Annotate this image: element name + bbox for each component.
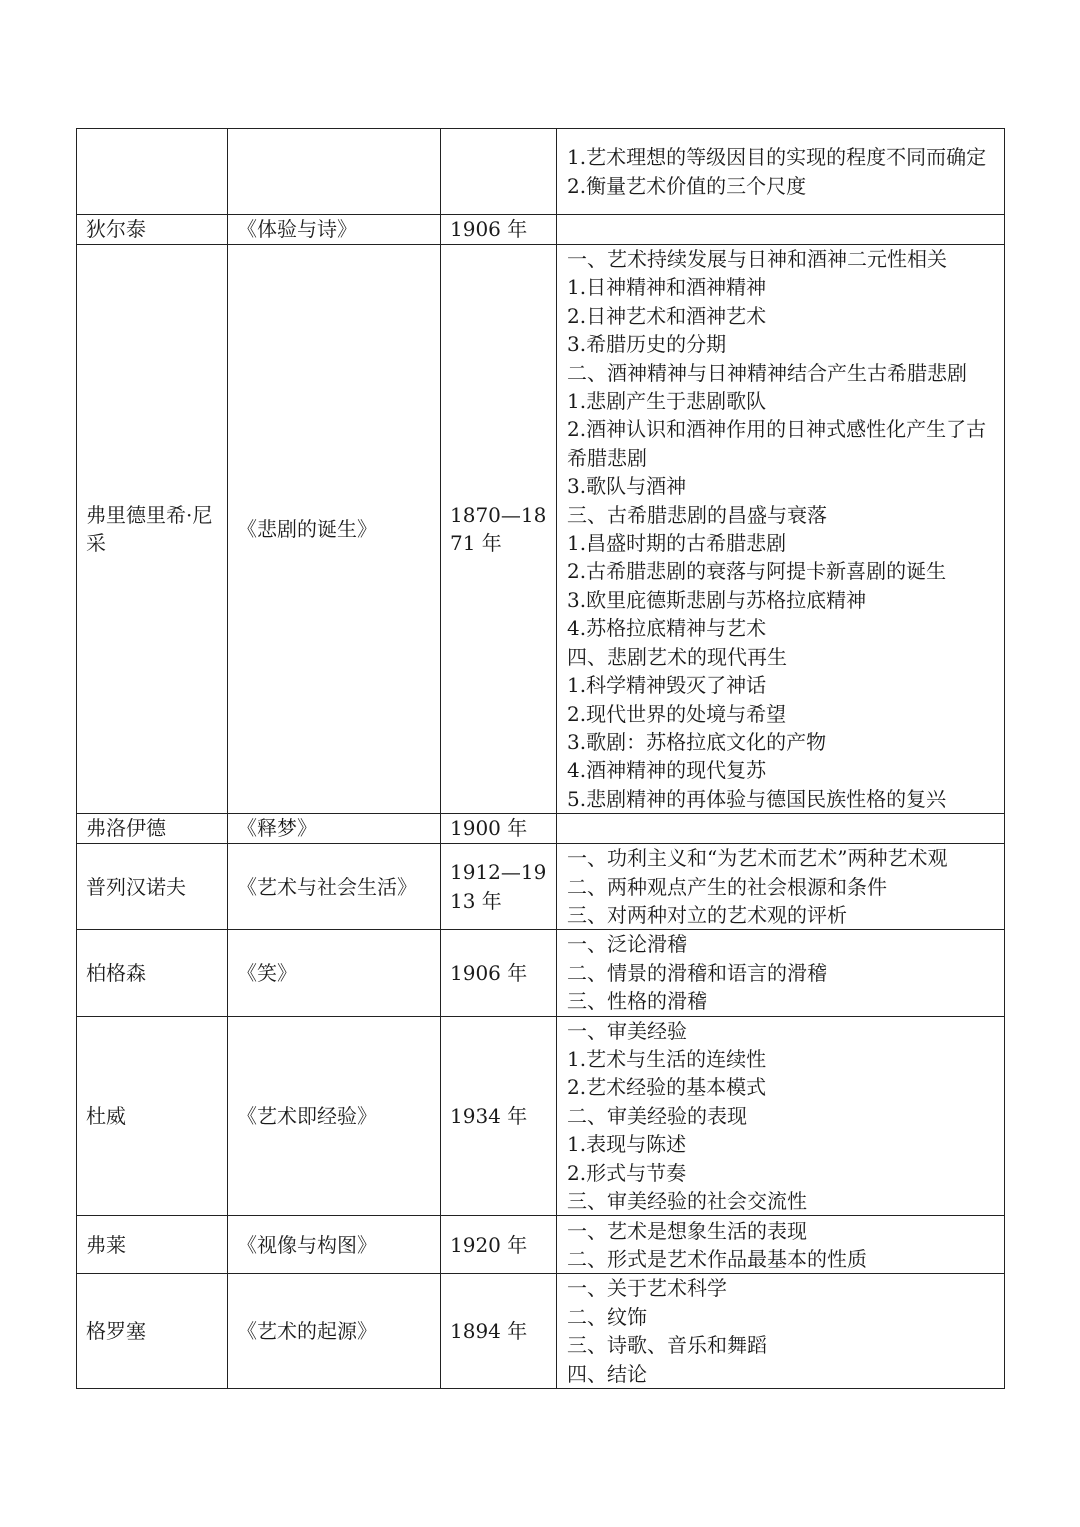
content-line: 三、对两种对立的艺术观的评析 — [567, 902, 847, 927]
author-cell: 弗洛伊德 — [77, 814, 228, 844]
content-line: 二、形式是艺术作品最基本的性质 — [567, 1246, 867, 1271]
content-line: 5.悲剧精神的再体验与德国民族性格的复兴 — [567, 786, 947, 811]
content-cell — [557, 1216, 1005, 1274]
content-line: 2.艺术经验的基本模式 — [567, 1075, 767, 1100]
content-line: 二、两种观点产生的社会根源和条件 — [567, 874, 887, 899]
table-row — [77, 814, 1005, 844]
table-row — [77, 215, 1005, 245]
work-cell: 《笑》 — [228, 930, 441, 1016]
content-cell — [557, 1016, 1005, 1216]
table-row — [77, 1016, 1005, 1216]
content-line: 2.日神艺术和酒神艺术 — [567, 303, 767, 328]
year-cell — [441, 129, 557, 215]
work-cell: 《艺术即经验》 — [228, 1016, 441, 1216]
author-cell: 弗里德里希·尼采 — [77, 245, 228, 814]
content-cell — [557, 814, 1005, 844]
content-cell — [557, 930, 1005, 1016]
content-line: 三、性格的滑稽 — [567, 989, 707, 1014]
content-line: 1.日神精神和酒神精神 — [567, 275, 767, 300]
content-line: 四、结论 — [567, 1361, 647, 1386]
work-cell: 《悲剧的诞生》 — [228, 245, 441, 814]
content-line: 2.古希腊悲剧的衰落与阿提卡新喜剧的诞生 — [567, 559, 947, 584]
year-cell: 1912—1913 年 — [441, 844, 557, 930]
content-line: 2.衡量艺术价值的三个尺度 — [567, 173, 807, 198]
work-cell: 《艺术的起源》 — [228, 1274, 441, 1389]
author-cell: 弗莱 — [77, 1216, 228, 1274]
table-row — [77, 1216, 1005, 1274]
content-line: 3.欧里庇德斯悲剧与苏格拉底精神 — [567, 587, 867, 612]
author-cell: 普列汉诺夫 — [77, 844, 228, 930]
content-cell — [557, 129, 1005, 215]
content-line: 1.艺术与生活的连续性 — [567, 1046, 767, 1071]
content-line: 一、关于艺术科学 — [567, 1276, 727, 1301]
content-cell — [557, 1274, 1005, 1389]
content-line: 一、艺术持续发展与日神和酒神二元性相关 — [567, 247, 947, 271]
author-cell: 格罗塞 — [77, 1274, 228, 1389]
year-cell: 1934 年 — [441, 1016, 557, 1216]
author-cell: 狄尔泰 — [77, 215, 228, 245]
content-line: 2.现代世界的处境与希望 — [567, 701, 787, 726]
content-cell — [557, 844, 1005, 930]
table-row — [77, 844, 1005, 930]
content-line: 3.歌队与酒神 — [567, 474, 687, 499]
year-cell: 1920 年 — [441, 1216, 557, 1274]
content-line: 一、艺术是想象生活的表现 — [567, 1218, 807, 1243]
author-cell: 杜威 — [77, 1016, 228, 1216]
year-cell: 1906 年 — [441, 930, 557, 1016]
content-line: 二、情景的滑稽和语言的滑稽 — [567, 960, 827, 985]
content-line: 四、悲剧艺术的现代再生 — [567, 644, 787, 669]
content-line: 三、审美经验的社会交流性 — [567, 1189, 807, 1213]
content-line: 3.希腊历史的分期 — [567, 332, 727, 357]
content-line: 1.科学精神毁灭了神话 — [567, 673, 767, 698]
work-cell: 《体验与诗》 — [228, 215, 441, 245]
content-line: 一、审美经验 — [567, 1018, 687, 1043]
works-table — [76, 128, 1005, 1389]
work-cell: 《视像与构图》 — [228, 1216, 441, 1274]
content-line: 二、审美经验的表现 — [567, 1103, 747, 1128]
content-cell — [557, 215, 1005, 245]
year-cell: 1870—1871 年 — [441, 245, 557, 814]
content-line: 4.苏格拉底精神与艺术 — [567, 616, 767, 641]
content-line: 一、泛论滑稽 — [567, 932, 687, 957]
work-cell: 《释梦》 — [228, 814, 441, 844]
year-cell: 1894 年 — [441, 1274, 557, 1389]
year-cell: 1906 年 — [441, 215, 557, 245]
table-row — [77, 245, 1005, 814]
content-line: 1.悲剧产生于悲剧歌队 — [567, 389, 767, 414]
content-line: 2.酒神认识和酒神作用的日神式感性化产生了古希腊悲剧 — [567, 417, 987, 470]
content-line: 3.歌剧：苏格拉底文化的产物 — [567, 729, 827, 754]
table-row — [77, 129, 1005, 215]
work-cell — [228, 129, 441, 215]
content-line: 2.形式与节奏 — [567, 1160, 687, 1185]
content-line: 二、纹饰 — [567, 1304, 647, 1329]
content-line: 三、诗歌、音乐和舞蹈 — [567, 1333, 767, 1358]
content-line: 4.酒神精神的现代复苏 — [567, 758, 767, 783]
content-line: 二、酒神精神与日神精神结合产生古希腊悲剧 — [567, 360, 967, 385]
content-line: 1.昌盛时期的古希腊悲剧 — [567, 531, 787, 556]
author-cell: 柏格森 — [77, 930, 228, 1016]
author-cell — [77, 129, 228, 215]
content-line: 1.艺术理想的等级因目的实现的程度不同而确定 — [567, 145, 987, 170]
year-cell: 1900 年 — [441, 814, 557, 844]
content-cell — [557, 245, 1005, 814]
content-line: 1.表现与陈述 — [567, 1132, 687, 1157]
table-row — [77, 1274, 1005, 1389]
content-line: 三、古希腊悲剧的昌盛与衰落 — [567, 502, 827, 527]
content-line: 一、功利主义和“为艺术而艺术”两种艺术观 — [567, 846, 948, 871]
work-cell: 《艺术与社会生活》 — [228, 844, 441, 930]
table-row — [77, 930, 1005, 1016]
